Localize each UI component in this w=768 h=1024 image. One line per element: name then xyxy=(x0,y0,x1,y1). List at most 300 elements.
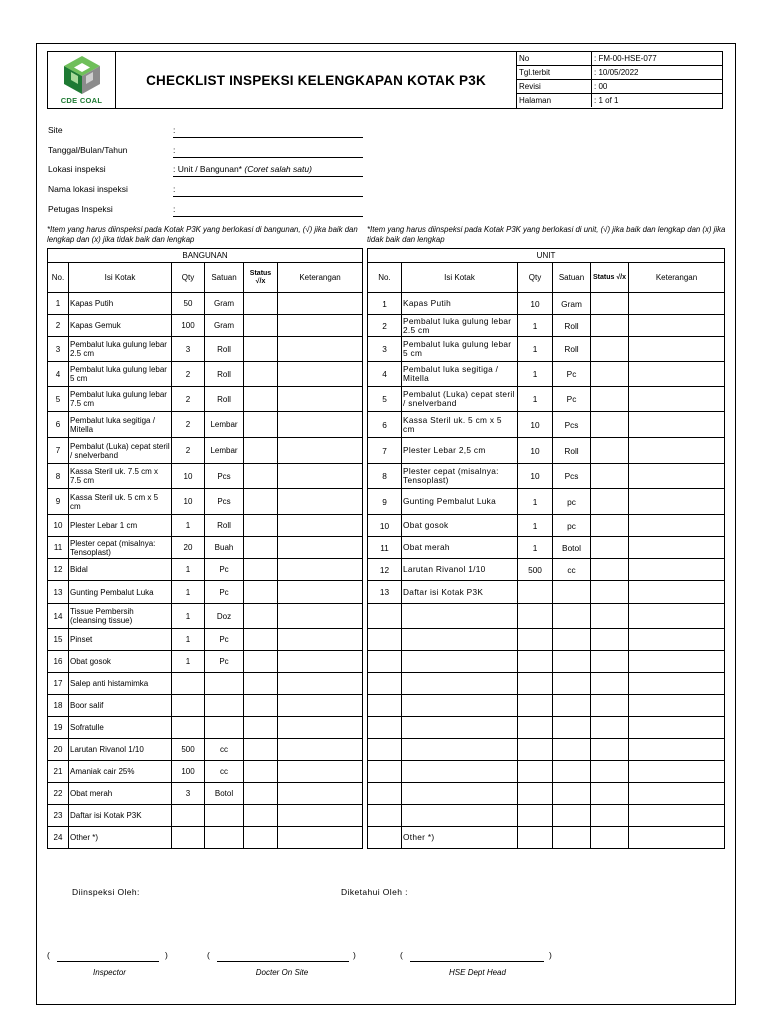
row-no: 11 xyxy=(48,537,69,559)
logo-text: CDE COAL xyxy=(60,96,103,105)
field-label: Tanggal/Bulan/Tahun xyxy=(48,145,128,155)
table-row xyxy=(368,673,725,695)
status-cell[interactable] xyxy=(591,805,629,827)
meta-value: : 00 xyxy=(594,82,608,91)
status-cell[interactable] xyxy=(244,537,278,559)
status-cell[interactable] xyxy=(591,604,629,629)
row-item: Pembalut luka gulung lebar 5 cm xyxy=(402,337,518,362)
status-cell[interactable] xyxy=(591,783,629,805)
row-unit: Gram xyxy=(553,293,591,315)
status-cell[interactable] xyxy=(244,412,278,438)
row-unit xyxy=(553,673,591,695)
status-cell[interactable] xyxy=(244,805,278,827)
remarks-cell[interactable] xyxy=(278,827,363,849)
remarks-cell[interactable] xyxy=(629,827,725,849)
row-item: Gunting Pembalut Luka xyxy=(402,489,518,515)
table-row xyxy=(48,293,363,315)
remarks-cell[interactable] xyxy=(629,387,725,412)
row-item: Pembalut luka segitiga / Mitella xyxy=(69,412,172,438)
row-no: 1 xyxy=(48,293,69,315)
status-cell[interactable] xyxy=(244,717,278,739)
remarks-cell[interactable] xyxy=(629,293,725,315)
row-qty: 1 xyxy=(518,315,553,337)
status-cell[interactable] xyxy=(244,362,278,387)
remarks-cell[interactable] xyxy=(629,805,725,827)
status-cell[interactable] xyxy=(244,673,278,695)
document-header xyxy=(47,51,723,109)
inspector-field[interactable]: Petugas Inspeksi : xyxy=(48,204,363,218)
row-item: Pembalut luka gulung lebar 7.5 cm xyxy=(69,387,172,412)
status-cell[interactable] xyxy=(244,695,278,717)
row-unit: Roll xyxy=(553,438,591,464)
row-no: 23 xyxy=(48,805,69,827)
remarks-cell[interactable] xyxy=(278,337,363,362)
remarks-cell[interactable] xyxy=(278,412,363,438)
row-qty xyxy=(172,827,205,849)
row-qty: 1 xyxy=(518,489,553,515)
remarks-cell[interactable] xyxy=(629,739,725,761)
table-row xyxy=(48,515,363,537)
row-item xyxy=(402,739,518,761)
remarks-cell[interactable] xyxy=(629,362,725,387)
row-no: 2 xyxy=(48,315,69,337)
meta-key: No xyxy=(519,54,530,63)
field-label: Site xyxy=(48,125,63,135)
table-row xyxy=(48,581,363,604)
status-cell[interactable] xyxy=(591,827,629,849)
row-qty: 10 xyxy=(518,464,553,489)
col-remarks: Keterangan xyxy=(629,263,725,293)
table-row xyxy=(368,717,725,739)
status-cell[interactable] xyxy=(244,559,278,581)
table-row xyxy=(368,438,725,464)
status-cell[interactable] xyxy=(591,293,629,315)
remarks-cell[interactable] xyxy=(629,604,725,629)
row-no: 15 xyxy=(48,629,69,651)
table-row xyxy=(368,387,725,412)
row-qty xyxy=(518,783,553,805)
table-row xyxy=(368,537,725,559)
remarks-cell[interactable] xyxy=(278,761,363,783)
row-item xyxy=(402,673,518,695)
row-no: 14 xyxy=(48,604,69,629)
row-item: Larutan Rivanol 1/10 xyxy=(69,739,172,761)
inspected-by-label: Diinspeksi Oleh: xyxy=(72,887,140,897)
row-item xyxy=(402,695,518,717)
cde-coal-logo-icon xyxy=(60,55,104,95)
remarks-cell[interactable] xyxy=(278,805,363,827)
row-no: 2 xyxy=(368,315,402,337)
row-item: Daftar isi Kotak P3K xyxy=(69,805,172,827)
status-cell[interactable] xyxy=(244,739,278,761)
row-item: Boor salif xyxy=(69,695,172,717)
row-item: Kassa Steril uk. 7.5 cm x 7.5 cm xyxy=(69,464,172,489)
col-status: Status √/x xyxy=(244,263,278,293)
row-qty xyxy=(518,629,553,651)
status-cell[interactable] xyxy=(591,515,629,537)
remarks-cell[interactable] xyxy=(278,293,363,315)
row-item: Tissue Pembersih (cleansing tissue) xyxy=(69,604,172,629)
status-cell[interactable] xyxy=(244,515,278,537)
row-item: Other *) xyxy=(69,827,172,849)
status-cell[interactable] xyxy=(591,581,629,604)
status-cell[interactable] xyxy=(591,337,629,362)
row-qty: 1 xyxy=(518,337,553,362)
remarks-cell[interactable] xyxy=(629,464,725,489)
row-no: 8 xyxy=(368,464,402,489)
remarks-cell[interactable] xyxy=(278,362,363,387)
status-cell[interactable] xyxy=(591,651,629,673)
row-unit: pc xyxy=(553,515,591,537)
remarks-cell[interactable] xyxy=(629,489,725,515)
remarks-cell[interactable] xyxy=(278,387,363,412)
row-item xyxy=(402,604,518,629)
table-row xyxy=(48,537,363,559)
row-unit xyxy=(205,695,244,717)
field-label: Nama lokasi inspeksi xyxy=(48,184,128,194)
row-no xyxy=(368,761,402,783)
row-item: Kapas Putih xyxy=(402,293,518,315)
status-cell[interactable] xyxy=(591,489,629,515)
document-meta xyxy=(516,52,723,108)
status-cell[interactable] xyxy=(591,761,629,783)
status-cell[interactable] xyxy=(244,337,278,362)
note-bangunan: *Item yang harus diinspeksi pada Kotak P3K yang berlokasi di bangunan, (√) jika baik dan lengkap dan (x) jika tidak baik dan lengkap xyxy=(47,225,358,244)
remarks-cell[interactable] xyxy=(278,438,363,464)
status-cell[interactable] xyxy=(591,739,629,761)
remarks-cell[interactable] xyxy=(629,337,725,362)
row-unit: Roll xyxy=(205,337,244,362)
row-item: Plester cepat (misalnya: Tensoplast) xyxy=(69,537,172,559)
row-unit: Botol xyxy=(205,783,244,805)
table-row xyxy=(368,515,725,537)
row-no: 10 xyxy=(368,515,402,537)
status-cell[interactable] xyxy=(591,695,629,717)
row-item: Other *) xyxy=(402,827,518,849)
row-qty: 1 xyxy=(518,537,553,559)
row-qty: 1 xyxy=(172,651,205,673)
row-item: Kassa Steril uk. 5 cm x 5 cm xyxy=(402,412,518,438)
status-cell[interactable] xyxy=(591,559,629,581)
table-row xyxy=(368,651,725,673)
row-qty: 10 xyxy=(518,438,553,464)
row-no: 1 xyxy=(368,293,402,315)
row-item: Pembalut luka gulung lebar 2.5 cm xyxy=(69,337,172,362)
row-unit: Lembar xyxy=(205,412,244,438)
row-no: 13 xyxy=(48,581,69,604)
row-unit: cc xyxy=(553,559,591,581)
table-row xyxy=(368,412,725,438)
remarks-cell[interactable] xyxy=(629,438,725,464)
bangunan-table xyxy=(47,248,363,849)
status-cell[interactable] xyxy=(244,783,278,805)
row-item: Daftar isi Kotak P3K xyxy=(402,581,518,604)
row-item: Sofratulle xyxy=(69,717,172,739)
col-qty: Qty xyxy=(172,263,205,293)
remarks-cell[interactable] xyxy=(629,717,725,739)
status-cell[interactable] xyxy=(244,293,278,315)
remarks-cell[interactable] xyxy=(278,515,363,537)
row-unit: Pcs xyxy=(553,412,591,438)
remarks-cell[interactable] xyxy=(278,739,363,761)
table-row xyxy=(368,805,725,827)
meta-row xyxy=(517,94,723,108)
row-qty xyxy=(518,717,553,739)
remarks-cell[interactable] xyxy=(278,581,363,604)
row-item: Plester cepat (misalnya: Tensoplast) xyxy=(402,464,518,489)
row-no: 18 xyxy=(48,695,69,717)
row-item: Pembalut (Luka) cepat steril / snelverband xyxy=(69,438,172,464)
row-no: 6 xyxy=(368,412,402,438)
remarks-cell[interactable] xyxy=(278,315,363,337)
table-row xyxy=(48,315,363,337)
row-qty: 3 xyxy=(172,337,205,362)
row-unit: Roll xyxy=(553,337,591,362)
remarks-cell[interactable] xyxy=(278,604,363,629)
table-row xyxy=(48,559,363,581)
status-cell[interactable] xyxy=(591,387,629,412)
table-row xyxy=(368,362,725,387)
remarks-cell[interactable] xyxy=(629,651,725,673)
remarks-cell[interactable] xyxy=(278,559,363,581)
status-cell[interactable] xyxy=(591,412,629,438)
acknowledged-by-label: Diketahui Oleh : xyxy=(341,887,408,897)
remarks-cell[interactable] xyxy=(629,581,725,604)
row-unit: Buah xyxy=(205,537,244,559)
row-item: Pembalut luka segitiga / Mitella xyxy=(402,362,518,387)
remarks-cell[interactable] xyxy=(278,537,363,559)
remarks-cell[interactable] xyxy=(629,515,725,537)
role-hse-head: HSE Dept Head xyxy=(449,968,506,977)
row-no xyxy=(368,783,402,805)
status-cell[interactable] xyxy=(244,581,278,604)
field-value: : Unit / Bangunan* xyxy=(173,164,242,174)
site-field[interactable]: Site : xyxy=(48,125,363,139)
row-item: Pembalut luka gulung lebar 5 cm xyxy=(69,362,172,387)
row-unit: Pc xyxy=(553,387,591,412)
status-cell[interactable] xyxy=(591,362,629,387)
remarks-cell[interactable] xyxy=(278,489,363,515)
row-item xyxy=(402,761,518,783)
row-qty xyxy=(518,827,553,849)
col-no: No. xyxy=(368,263,402,293)
meta-value: : 10/05/2022 xyxy=(594,68,639,77)
table-row xyxy=(368,761,725,783)
status-cell[interactable] xyxy=(244,464,278,489)
unit-table xyxy=(367,248,725,849)
row-unit xyxy=(553,629,591,651)
row-no xyxy=(368,629,402,651)
row-item: Obat merah xyxy=(69,783,172,805)
col-item: Isi Kotak xyxy=(402,263,518,293)
row-qty: 1 xyxy=(518,515,553,537)
row-qty xyxy=(518,673,553,695)
inspection-location-field[interactable] xyxy=(48,164,363,178)
remarks-cell[interactable] xyxy=(629,537,725,559)
row-qty xyxy=(518,581,553,604)
remarks-cell[interactable] xyxy=(278,783,363,805)
status-cell[interactable] xyxy=(244,629,278,651)
status-cell[interactable] xyxy=(244,315,278,337)
row-qty: 2 xyxy=(172,438,205,464)
table-row xyxy=(48,464,363,489)
remarks-cell[interactable] xyxy=(629,559,725,581)
row-item: Bidal xyxy=(69,559,172,581)
table-row xyxy=(48,805,363,827)
remarks-cell[interactable] xyxy=(629,783,725,805)
row-unit: Roll xyxy=(205,515,244,537)
status-cell[interactable] xyxy=(591,438,629,464)
remarks-cell[interactable] xyxy=(278,629,363,651)
row-no: 4 xyxy=(368,362,402,387)
table-row xyxy=(48,362,363,387)
row-item: Amaniak cair 25% xyxy=(69,761,172,783)
row-item: Larutan Rivanol 1/10 xyxy=(402,559,518,581)
date-field[interactable]: Tanggal/Bulan/Tahun : xyxy=(48,145,363,159)
row-qty: 1 xyxy=(172,604,205,629)
col-status: Status √/x xyxy=(591,263,629,293)
status-cell[interactable] xyxy=(244,761,278,783)
remarks-cell[interactable] xyxy=(629,673,725,695)
row-no xyxy=(368,651,402,673)
row-qty: 500 xyxy=(518,559,553,581)
table-row xyxy=(48,412,363,438)
status-cell[interactable] xyxy=(244,604,278,629)
remarks-cell[interactable] xyxy=(278,464,363,489)
unit-title: UNIT xyxy=(368,249,725,263)
row-unit: Roll xyxy=(205,362,244,387)
table-row xyxy=(48,783,363,805)
row-no xyxy=(368,673,402,695)
row-qty: 10 xyxy=(172,489,205,515)
row-qty: 20 xyxy=(172,537,205,559)
table-row xyxy=(368,581,725,604)
remarks-cell[interactable] xyxy=(629,315,725,337)
row-no: 7 xyxy=(368,438,402,464)
row-unit: Pcs xyxy=(553,464,591,489)
row-no: 9 xyxy=(368,489,402,515)
row-no: 20 xyxy=(48,739,69,761)
row-qty: 10 xyxy=(172,464,205,489)
remarks-cell[interactable] xyxy=(278,695,363,717)
row-unit xyxy=(553,783,591,805)
row-no: 3 xyxy=(368,337,402,362)
row-unit: Gram xyxy=(205,315,244,337)
remarks-cell[interactable] xyxy=(278,651,363,673)
location-name-field[interactable]: Nama lokasi inspeksi : xyxy=(48,184,363,198)
row-qty: 1 xyxy=(518,387,553,412)
row-item: Plester Lebar 2,5 cm xyxy=(402,438,518,464)
row-unit: Pc xyxy=(205,559,244,581)
table-row xyxy=(368,739,725,761)
field-hint: (Coret salah satu) xyxy=(242,164,312,174)
status-cell[interactable] xyxy=(591,673,629,695)
table-row xyxy=(368,827,725,849)
row-no: 12 xyxy=(368,559,402,581)
status-cell[interactable] xyxy=(244,489,278,515)
status-cell[interactable] xyxy=(244,387,278,412)
row-qty: 50 xyxy=(172,293,205,315)
meta-key: Halaman xyxy=(519,96,552,105)
row-qty: 500 xyxy=(172,739,205,761)
status-cell[interactable] xyxy=(591,537,629,559)
row-no: 10 xyxy=(48,515,69,537)
row-no: 5 xyxy=(368,387,402,412)
meta-key: Revisi xyxy=(519,82,541,91)
row-unit xyxy=(553,717,591,739)
row-unit: Roll xyxy=(205,387,244,412)
row-unit xyxy=(553,581,591,604)
meta-key: Tgl.terbit xyxy=(519,68,551,77)
table-row xyxy=(48,629,363,651)
remarks-cell[interactable] xyxy=(629,629,725,651)
row-unit xyxy=(553,695,591,717)
status-cell[interactable] xyxy=(244,438,278,464)
row-qty xyxy=(518,651,553,673)
row-unit: cc xyxy=(205,761,244,783)
row-item xyxy=(402,717,518,739)
status-cell[interactable] xyxy=(244,827,278,849)
row-item: Kapas Putih xyxy=(69,293,172,315)
table-row xyxy=(48,438,363,464)
row-no: 21 xyxy=(48,761,69,783)
row-unit: Pc xyxy=(205,651,244,673)
remarks-cell[interactable] xyxy=(629,695,725,717)
row-qty: 100 xyxy=(172,761,205,783)
row-item: Kapas Gemuk xyxy=(69,315,172,337)
remarks-cell[interactable] xyxy=(278,717,363,739)
row-unit: Pcs xyxy=(205,464,244,489)
row-no: 24 xyxy=(48,827,69,849)
row-item: Pinset xyxy=(69,629,172,651)
remarks-cell[interactable] xyxy=(629,761,725,783)
table-row xyxy=(368,629,725,651)
table-row xyxy=(48,761,363,783)
meta-value: : FM-00-HSE-077 xyxy=(594,54,657,63)
remarks-cell[interactable] xyxy=(278,673,363,695)
row-item: Salep anti histamimka xyxy=(69,673,172,695)
table-row xyxy=(368,559,725,581)
table-row xyxy=(48,695,363,717)
status-cell[interactable] xyxy=(591,315,629,337)
row-item: Plester Lebar 1 cm xyxy=(69,515,172,537)
table-row xyxy=(48,337,363,362)
status-cell[interactable] xyxy=(591,629,629,651)
row-qty: 10 xyxy=(518,293,553,315)
col-qty: Qty xyxy=(518,263,553,293)
row-unit xyxy=(553,739,591,761)
row-unit xyxy=(553,604,591,629)
status-cell[interactable] xyxy=(591,717,629,739)
status-cell[interactable] xyxy=(244,651,278,673)
row-no xyxy=(368,827,402,849)
row-item xyxy=(402,783,518,805)
row-qty xyxy=(518,739,553,761)
col-no: No. xyxy=(48,263,69,293)
remarks-cell[interactable] xyxy=(629,412,725,438)
row-qty: 1 xyxy=(518,362,553,387)
row-no: 12 xyxy=(48,559,69,581)
col-item: Isi Kotak xyxy=(69,263,172,293)
table-row xyxy=(368,489,725,515)
bangunan-title: BANGUNAN xyxy=(48,249,363,263)
row-qty: 3 xyxy=(172,783,205,805)
status-cell[interactable] xyxy=(591,464,629,489)
table-row xyxy=(48,827,363,849)
row-no: 3 xyxy=(48,337,69,362)
row-item: Pembalut luka gulung lebar 2.5 cm xyxy=(402,315,518,337)
row-unit: Pcs xyxy=(205,489,244,515)
